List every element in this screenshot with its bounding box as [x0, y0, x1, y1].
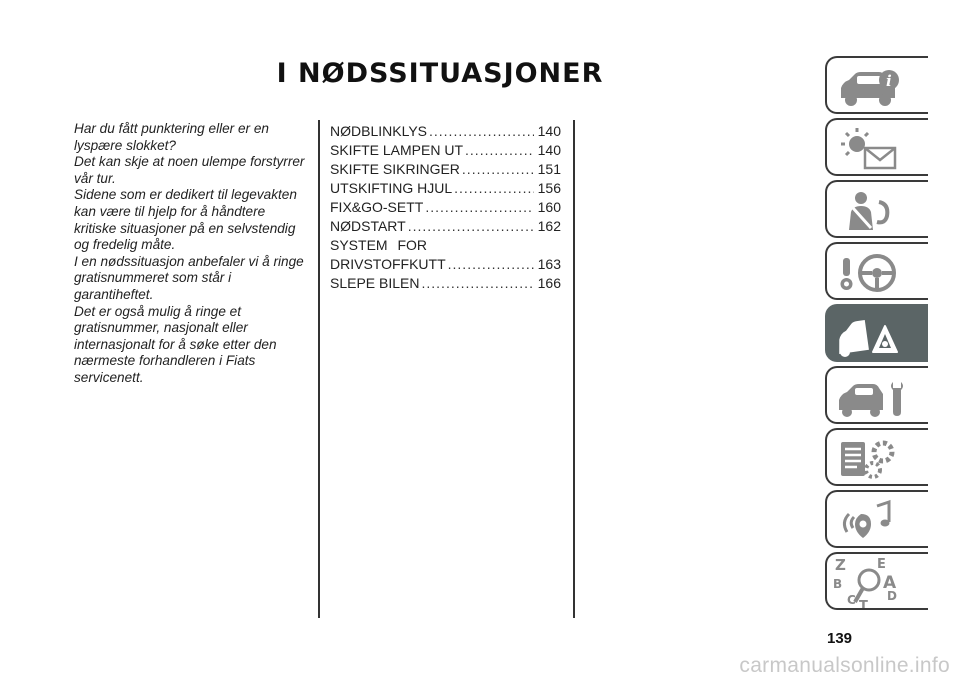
technical-data-icon [827, 430, 928, 486]
toc-entry[interactable] [330, 160, 561, 179]
watermark: carmanualsonline.info [739, 654, 950, 677]
toc-leader-dots [429, 122, 534, 141]
toc-entry-label: SLEPE BILEN [330, 275, 420, 291]
toc-entry-page: 163 [537, 256, 561, 272]
toc-entry-page: 162 [537, 218, 561, 234]
key-steering-wheel-icon [827, 244, 928, 300]
toc-entry[interactable] [330, 255, 561, 274]
page-title: I NØDSSITUASJONER [276, 58, 604, 89]
index-letter: E [877, 557, 886, 572]
intro-paragraph: Det er også mulig å ringe et gratisnummer, nasjonalt eller internasjonalt for å søke etter den nærmeste forhandleren i Fiats servicenett. [74, 303, 277, 385]
toc-entry-label: FIX&GO-SETT [330, 199, 424, 215]
tab-safety[interactable] [825, 180, 928, 238]
tab-emergency[interactable] [825, 304, 928, 362]
index-letter: C [847, 593, 856, 607]
tab-warning-lights[interactable] [825, 118, 928, 176]
toc-leader-dots [462, 160, 534, 179]
toc-entry-page: 140 [537, 123, 561, 139]
toc-entry-label: SKIFTE SIKRINGER [330, 161, 460, 177]
toc-leader-dots [465, 141, 534, 160]
column-divider-left [318, 120, 320, 618]
intro-paragraph: I en nødssituasjon anbefaler vi å ringe gratisnummeret som står i garantiheftet. [74, 253, 304, 302]
intro-paragraph: Sidene som er dedikert til legevakten kan være til hjelp for å håndtere kritiske situasjoner på en selvstendig og fredelig måte. [74, 187, 297, 253]
intro-paragraph: Det kan skje at noen ulempe forstyrrer vår tur. [74, 154, 305, 186]
svg-text:i: i [886, 72, 892, 90]
tab-starting-driving[interactable] [825, 242, 928, 300]
tab-multimedia[interactable] [825, 490, 928, 548]
intro-paragraph: Har du fått punktering eller er en lyspære slokket? [74, 121, 269, 153]
tab-car-info[interactable] [825, 56, 928, 114]
table-of-contents [330, 122, 561, 293]
toc-leader-dots [408, 217, 534, 236]
toc-entry[interactable] [330, 274, 561, 293]
toc-entry[interactable] [330, 198, 561, 217]
toc-leader-dots [454, 179, 534, 198]
toc-entry-label: DRIVSTOFFKUTT [330, 256, 446, 272]
index-letter: A [883, 573, 897, 593]
toc-entry-label: NØDSTART [330, 218, 406, 234]
index-letter: B [833, 577, 843, 591]
index-letter: D [887, 589, 897, 603]
index-letter: T [859, 599, 868, 612]
tab-index[interactable] [825, 552, 928, 610]
toc-entry-page: 160 [537, 199, 561, 215]
toc-entry-label: UTSKIFTING HJUL [330, 180, 453, 196]
toc-leader-dots [422, 274, 534, 293]
warning-lights-message-icon [827, 120, 928, 176]
toc-entry[interactable] [330, 122, 561, 141]
safety-seatbelt-airbag-icon [827, 182, 928, 238]
column-divider-right [573, 120, 575, 618]
toc-entry[interactable] [330, 179, 561, 198]
toc-leader-dots [425, 198, 533, 217]
alphabetical-index-icon [827, 554, 928, 610]
toc-entry-label-line1: SYSTEM FOR [330, 237, 428, 253]
toc-entry-label: NØDBLINKLYS [330, 123, 427, 139]
toc-entry[interactable] [330, 217, 561, 236]
car-maintenance-icon [827, 368, 928, 424]
car-info-icon [827, 58, 928, 114]
emergency-breakdown-icon [827, 306, 928, 362]
toc-entry[interactable] [330, 141, 561, 160]
toc-entry-page: 140 [537, 142, 561, 158]
intro-text [74, 121, 306, 387]
tab-maintenance[interactable] [825, 366, 928, 424]
toc-entry-page: 166 [537, 275, 561, 291]
toc-entry-page: 151 [537, 161, 561, 177]
tab-technical-data[interactable] [825, 428, 928, 486]
page-number: 139 [827, 630, 853, 647]
multimedia-icon [827, 492, 928, 548]
toc-entry-page: 156 [537, 180, 561, 196]
toc-leader-dots [448, 255, 534, 274]
toc-entry-label: SKIFTE LAMPEN UT [330, 142, 464, 158]
index-letter: Z [835, 556, 846, 574]
